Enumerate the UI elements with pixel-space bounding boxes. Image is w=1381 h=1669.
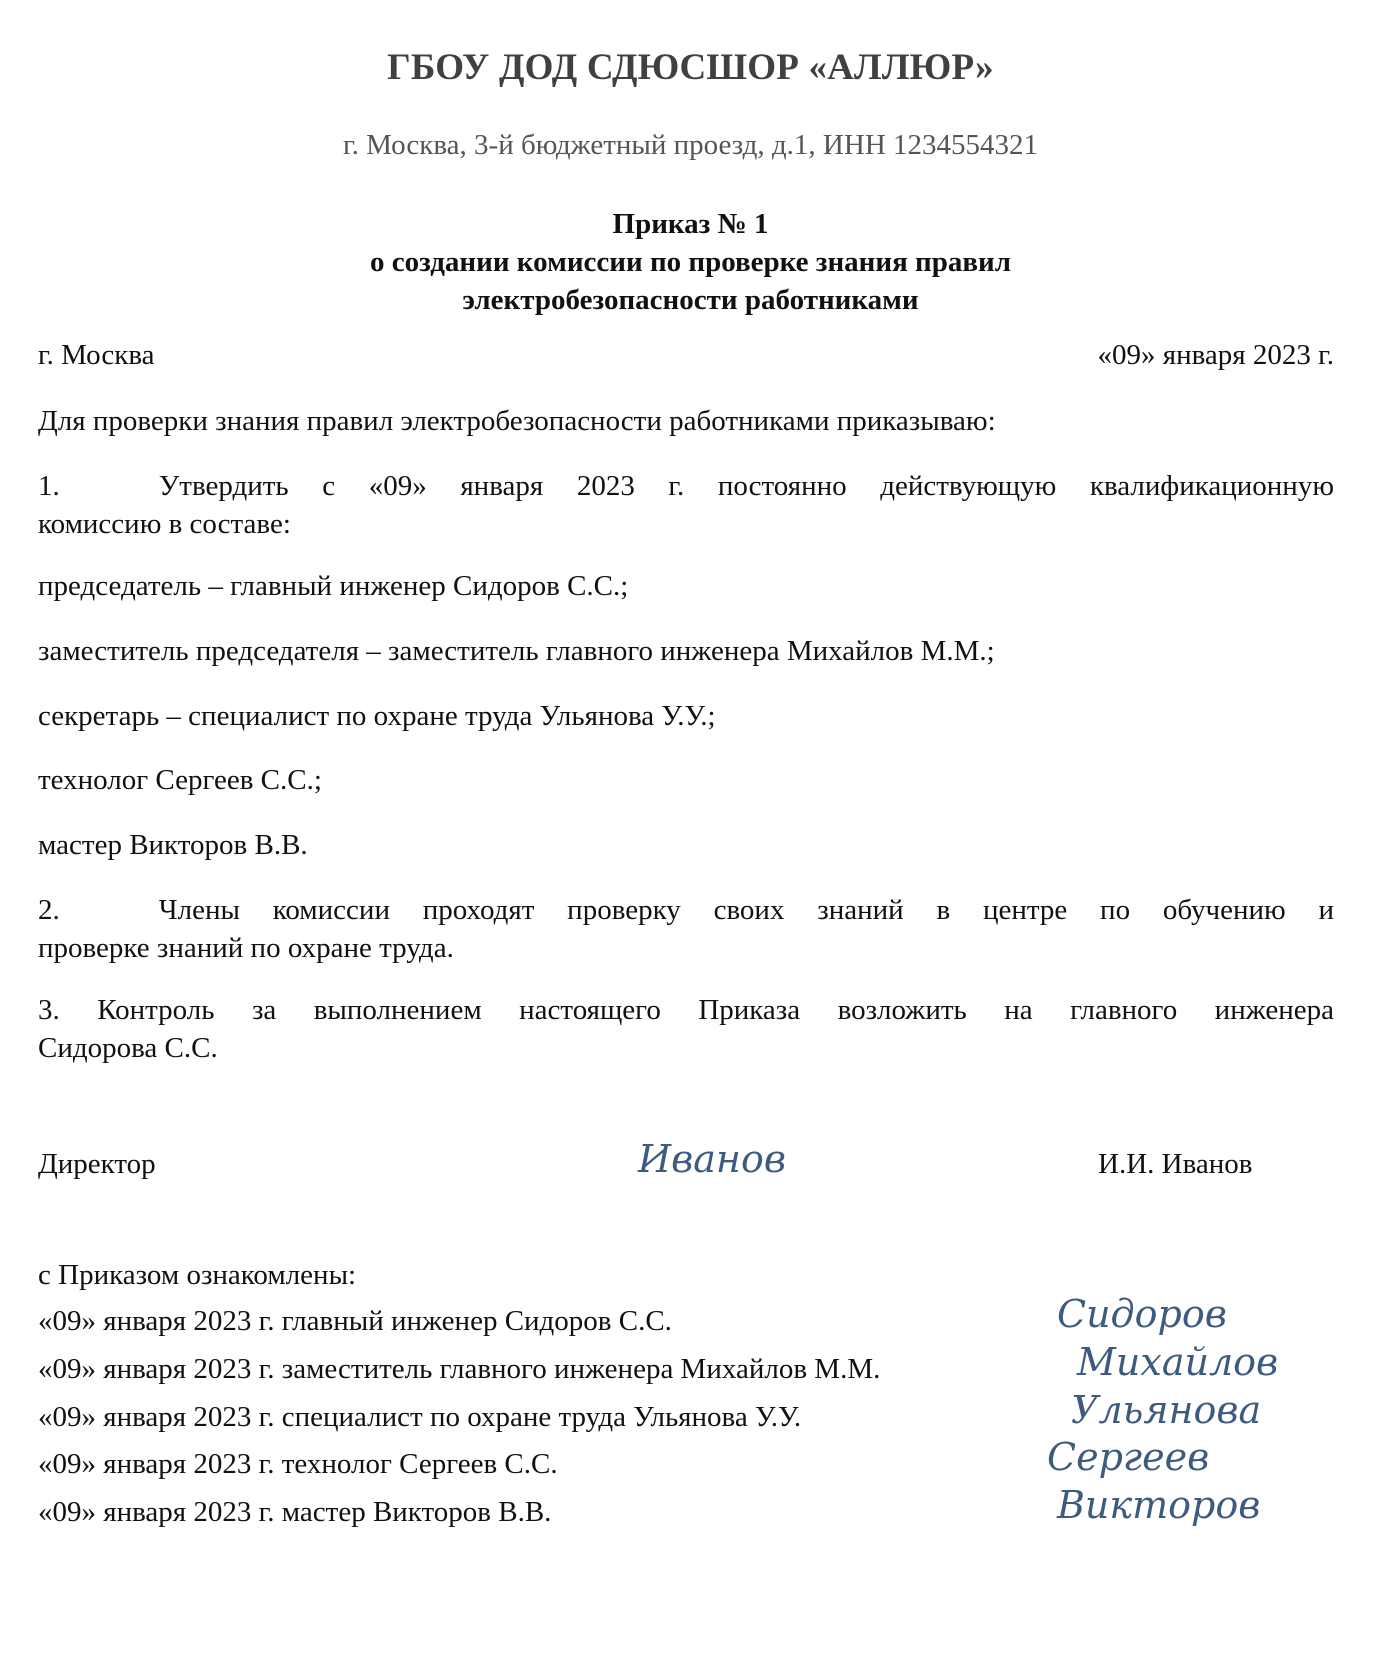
order-number: Приказ № 1 (612, 208, 769, 240)
acknowledgement-signature: Викторов (1057, 1483, 1261, 1527)
acknowledgement-heading: с Приказом ознакомлены: (38, 1259, 357, 1291)
order-item-3-line-1 (38, 991, 1334, 1029)
item-text: Контроль за выполнением настоящего Приказа возложить на главного инженера (97, 994, 1335, 1026)
commission-deputy-chairman: заместитель председателя – заместитель главного инженера Михайлов М.М.; (38, 635, 995, 667)
acknowledgement-row-text: «09» января 2023 г. главный инженер Сидоров С.С. (38, 1305, 672, 1337)
order-date: «09» января 2023 г. (1097, 339, 1334, 371)
director-signature: Иванов (638, 1137, 786, 1181)
order-item-2 (38, 891, 1334, 967)
city: г. Москва (38, 339, 155, 371)
order-subject-line-2: электробезопасности работниками (462, 284, 919, 316)
order-item-1-line-1 (38, 467, 1334, 505)
commission-secretary: секретарь – специалист по охране труда Ульянова У.У.; (38, 700, 716, 732)
acknowledgement-row-text: «09» января 2023 г. технолог Сергеев С.С. (38, 1448, 558, 1480)
organization-address: г. Москва, 3-й бюджетный проезд, д.1, ИНН 1234554321 (342, 129, 1039, 161)
order-item-1-line-2: комиссию в составе: (38, 508, 291, 540)
acknowledgement-signature: Ульянова (1071, 1388, 1262, 1432)
order-subject-line-1: о создании комиссии по проверке знания правил (370, 246, 1011, 278)
order-item-2-line-1 (38, 891, 1334, 929)
order-item-2-line-2: проверке знаний по охране труда. (38, 932, 454, 964)
item-text: Члены комиссии проходят проверку своих знаний в центре по обучению и (158, 894, 1334, 926)
organization-title: ГБОУ ДОД СДЮСШОР «АЛЛЮР» (387, 47, 994, 88)
order-item-1 (38, 467, 1334, 543)
director-title: Директор (38, 1148, 156, 1180)
acknowledgement-signature: Михайлов (1077, 1340, 1279, 1384)
item-number: 3. (38, 994, 60, 1026)
acknowledgement-row-text: «09» января 2023 г. мастер Викторов В.В. (38, 1496, 552, 1528)
item-text: Утвердить с «09» января 2023 г. постоянно действующую квалификационную (158, 470, 1334, 502)
order-item-3-line-2: Сидорова С.С. (38, 1032, 218, 1064)
commission-member-technologist: технолог Сергеев С.С.; (38, 764, 322, 796)
order-heading (0, 205, 1381, 319)
commission-chairman: председатель – главный инженер Сидоров С.С.; (38, 570, 629, 602)
acknowledgement-signature: Сидоров (1057, 1292, 1227, 1336)
item-number: 1. (38, 470, 60, 502)
preamble: Для проверки знания правил электробезопасности работниками приказываю: (38, 405, 996, 437)
order-item-3 (38, 991, 1334, 1067)
acknowledgement-row-text: «09» января 2023 г. заместитель главного инженера Михайлов М.М. (38, 1353, 881, 1385)
acknowledgement-row-text: «09» января 2023 г. специалист по охране труда Ульянова У.У. (38, 1401, 802, 1433)
item-number: 2. (38, 894, 60, 926)
director-name: И.И. Иванов (1098, 1148, 1253, 1180)
acknowledgement-signature: Сергеев (1047, 1435, 1210, 1479)
commission-member-master: мастер Викторов В.В. (38, 829, 308, 861)
